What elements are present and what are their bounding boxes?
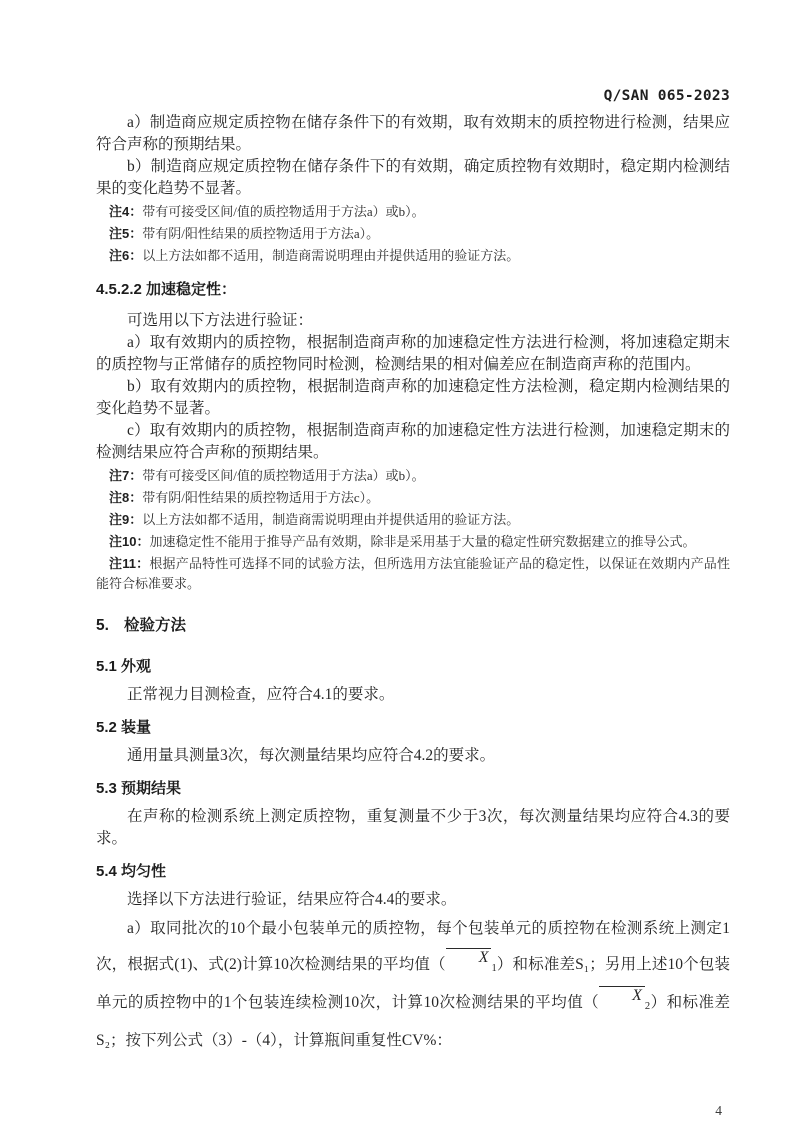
method-a-seg3: ）和标准差S₂；按下列公式（3）-（4），计算瓶间重复性CV%： <box>96 994 730 1049</box>
xbar-1-base: X <box>446 948 492 967</box>
xbar-2-subscript: 2 <box>644 1001 651 1012</box>
note-9 <box>96 510 730 530</box>
formula-xbar-2 <box>599 987 651 1012</box>
chapter-5-number: 5. <box>96 617 109 634</box>
note-5 <box>96 224 730 244</box>
para-5-3: 在声称的检测系统上测定质控物，重复测量不少于3次，每次测量结果均应符合4.3的要求。 <box>96 808 730 847</box>
para-accel-b: b）取有效期内的质控物，根据制造商声称的加速稳定性方法检测，稳定期内检测结果的变化趋势不显著。 <box>96 378 730 417</box>
heading-5-3: 5.3 预期结果 <box>96 780 182 797</box>
note-6-text: 以上方法如都不适用，制造商需说明理由并提供适用的验证方法。 <box>142 248 520 263</box>
note-5-label: 注5： <box>109 226 143 241</box>
note-11-label: 注11： <box>109 556 150 571</box>
chapter-5-title: 检验方法 <box>123 617 186 634</box>
note-7-label: 注7： <box>109 468 143 483</box>
para-accel-a: a）取有效期内的质控物，根据制造商声称的加速稳定性方法进行检测，将加速稳定期末的质控物与正常储存的质控物同时检测，检测结果的相对偏差应在制造商声称的范围内。 <box>96 334 730 373</box>
note-7 <box>96 466 730 486</box>
method-a-seg2: ）和标准差S₁；另用上述10个包装单元的质控物中的1个包装连续检测10次，计算10次检测结果的平均值（ <box>96 956 730 1011</box>
note-4-label: 注4： <box>109 204 143 219</box>
note-10-text: 加速稳定性不能用于推导产品有效期，除非是采用基于大量的稳定性研究数据建立的推导公式。 <box>149 534 696 549</box>
note-8 <box>96 488 730 508</box>
note-6 <box>96 246 730 266</box>
note-4 <box>96 202 730 222</box>
heading-chapter-5 <box>96 615 730 636</box>
note-9-label: 注9： <box>109 512 143 527</box>
para-5-4-intro: 选择以下方法进行验证，结果应符合4.4的要求。 <box>127 891 457 908</box>
note-11-text: 根据产品特性可选择不同的试验方法，但所选用方法宜能验证产品的稳定性，以保证在效期内产品性能符合标准要求。 <box>96 556 730 591</box>
note-5-text: 带有阴/阳性结果的质控物适用于方法a）。 <box>142 226 380 241</box>
para-5-4-method-a <box>96 911 730 1059</box>
heading-4-5-2-2: 4.5.2.2 加速稳定性： <box>96 281 237 298</box>
formula-xbar-1 <box>446 949 497 974</box>
xbar-2-base: X <box>599 986 645 1005</box>
note-11 <box>96 554 730 594</box>
method-a-seg1: a）取同批次的10个最小包装单元的质控物，每个包装单元的质控物在检测系统上测定1次，根据式(1)、式(2)计算10次检测结果的平均值（ <box>96 920 730 973</box>
para-shelf-life-a: a）制造商应规定质控物在储存条件下的有效期，取有效期末的质控物进行检测，结果应符合声称的预期结果。 <box>96 114 730 153</box>
note-10-label: 注10： <box>109 534 150 549</box>
xbar-1-subscript: 1 <box>491 963 497 974</box>
note-8-label: 注8： <box>109 490 143 505</box>
page-number: 4 <box>715 1103 722 1118</box>
para-accel-c: c）取有效期内的质控物，根据制造商声称的加速稳定性方法进行检测，加速稳定期末的检测结果应符合声称的预期结果。 <box>96 422 730 461</box>
para-5-2: 通用量具测量3次，每次测量结果均应符合4.2的要求。 <box>127 747 496 764</box>
heading-5-2: 5.2 装量 <box>96 719 152 736</box>
doc-number-header: Q/SAN 065-2023 <box>603 88 730 104</box>
note-6-label: 注6： <box>109 248 143 263</box>
note-7-text: 带有可接受区间/值的质控物适用于方法a）或b）。 <box>142 468 425 483</box>
para-accel-intro: 可选用以下方法进行验证： <box>127 312 314 329</box>
note-4-text: 带有可接受区间/值的质控物适用于方法a）或b）。 <box>142 204 425 219</box>
para-5-1: 正常视力目测检查，应符合4.1的要求。 <box>127 686 395 703</box>
note-9-text: 以上方法如都不适用，制造商需说明理由并提供适用的验证方法。 <box>142 512 520 527</box>
heading-5-4: 5.4 均匀性 <box>96 863 167 880</box>
para-shelf-life-b: b）制造商应规定质控物在储存条件下的有效期，确定质控物有效期时，稳定期内检测结果的变化趋势不显著。 <box>96 158 730 197</box>
note-8-text: 带有阴/阳性结果的质控物适用于方法c）。 <box>142 490 380 505</box>
heading-5-1: 5.1 外观 <box>96 658 152 675</box>
note-10 <box>96 532 730 552</box>
